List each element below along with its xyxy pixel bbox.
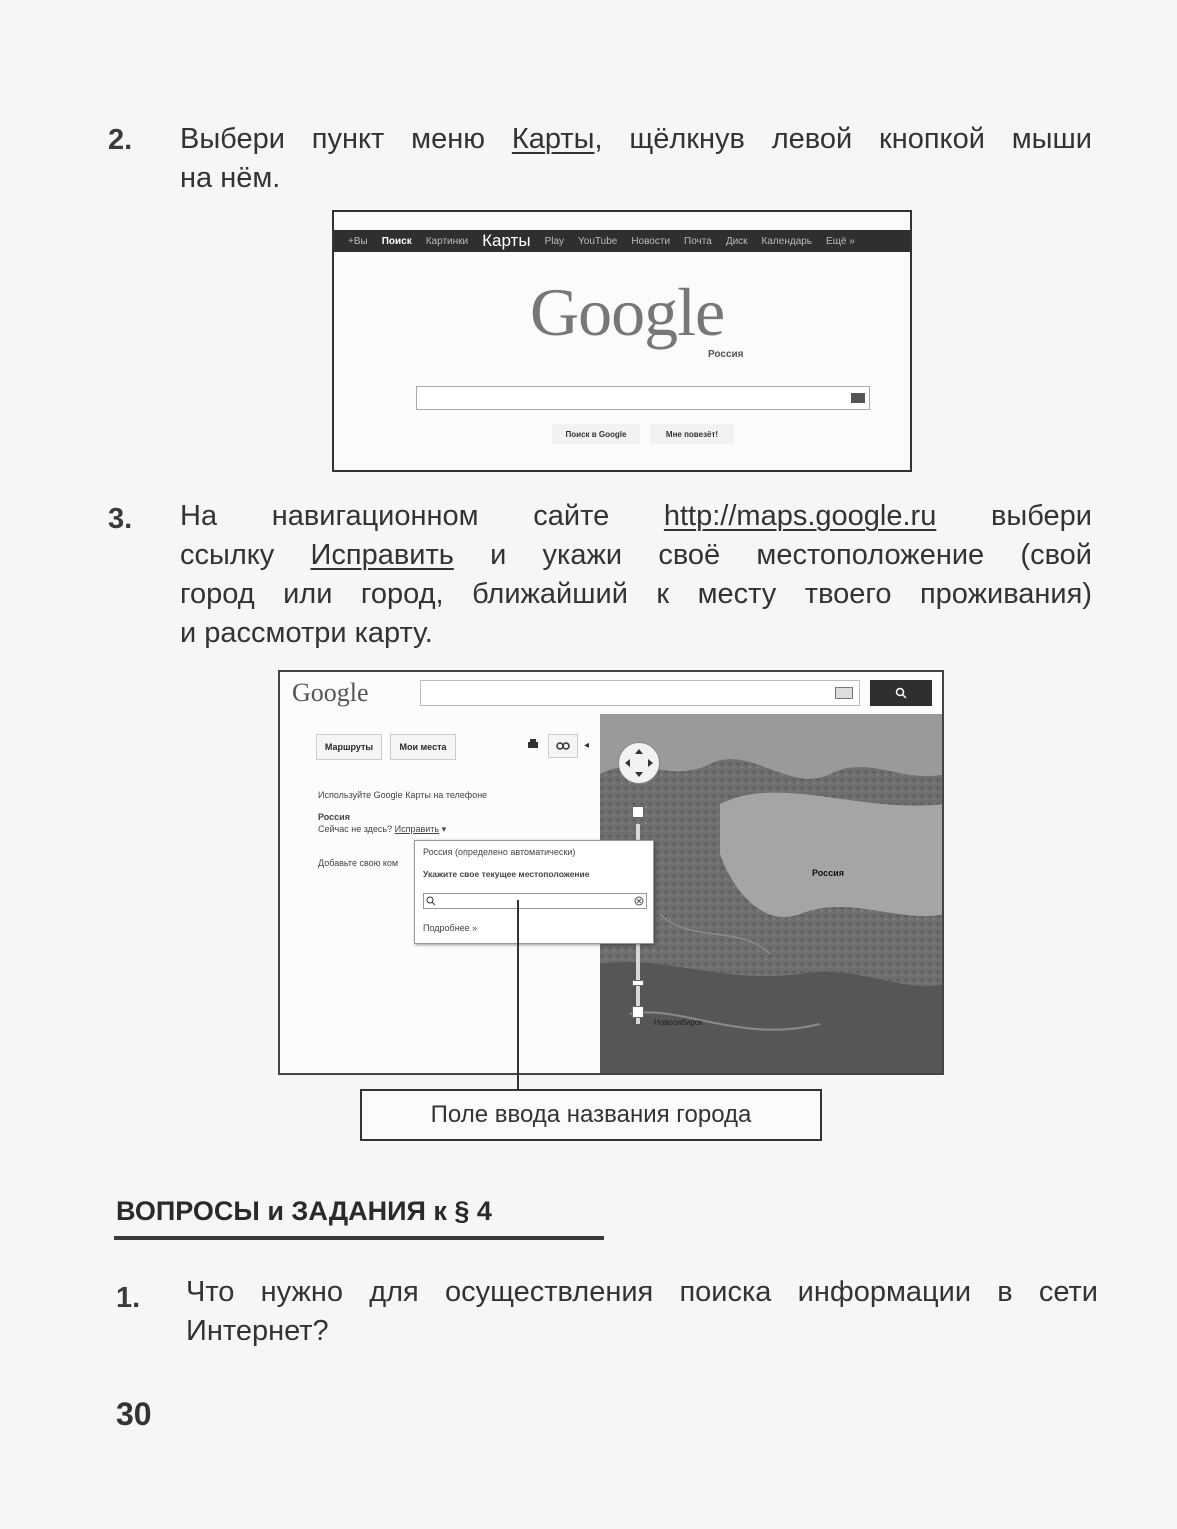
location-popup — [414, 840, 654, 944]
callout-box: Поле ввода названия города — [360, 1089, 822, 1141]
zoom-out-icon[interactable] — [632, 1006, 644, 1018]
task-2-number: 2. — [108, 124, 133, 156]
task-3-line2 — [180, 536, 1092, 575]
city-input-field[interactable] — [423, 893, 647, 909]
question-1-line1: Что нужно для осуществления поиска информации в сети — [186, 1276, 1098, 1308]
pan-control-icon[interactable] — [618, 742, 660, 784]
maps-search-button[interactable] — [870, 680, 932, 706]
page-number: 30 — [116, 1396, 152, 1432]
callout-connector-line — [512, 900, 524, 1092]
question-1-number: 1. — [116, 1282, 141, 1314]
menu-item-mail[interactable]: Почта — [684, 235, 712, 247]
maps-google-logo: Google — [292, 678, 369, 707]
zoom-in-icon[interactable] — [632, 806, 644, 818]
task-3-word: сайте — [533, 500, 610, 532]
map-label-city: Новосибирск — [654, 1018, 703, 1027]
popup-prompt: Укажите свое текущее местоположение — [423, 869, 590, 879]
maps-menu-link[interactable]: Карты — [511, 123, 595, 155]
task-2-line2: на нём. — [180, 162, 281, 194]
task-3-number: 3. — [108, 503, 133, 535]
phone-promo-text: Используйте Google Карты на телефоне — [318, 790, 488, 800]
google-logo: Google — [530, 274, 725, 350]
google-search-button[interactable]: Поиск в Google — [552, 424, 640, 444]
menu-item-youtube[interactable]: YouTube — [578, 235, 618, 247]
menu-item-more[interactable]: Ещё » — [826, 235, 855, 247]
keyboard-icon[interactable] — [835, 687, 853, 699]
not-here-text: Сейчас не здесь? — [318, 824, 393, 834]
task-3-word: навигационном — [271, 500, 479, 532]
map-label-russia: Россия — [812, 868, 844, 878]
maps-search-input[interactable] — [420, 680, 860, 706]
menu-item-news[interactable]: Новости — [631, 235, 671, 247]
menu-item-play[interactable]: Play — [544, 235, 565, 247]
task-3-line2-a: ссылку — [180, 539, 311, 571]
heading-underline — [114, 1236, 604, 1240]
keyboard-icon[interactable] — [851, 393, 865, 403]
tab-routes[interactable]: Маршруты — [316, 734, 382, 760]
task-3-word: На — [180, 500, 218, 532]
menu-item-drive[interactable]: Диск — [725, 235, 748, 247]
menu-item-calendar[interactable]: Календарь — [761, 235, 813, 247]
fix-link[interactable]: Исправить — [310, 539, 454, 571]
task-3-line1 — [180, 497, 1092, 536]
popup-more-link[interactable]: Подробнее » — [423, 923, 478, 933]
menu-item-maps[interactable]: Карты — [482, 231, 531, 250]
link-icon[interactable] — [548, 734, 578, 758]
maps-url-link[interactable]: http://maps.google.ru — [663, 500, 937, 532]
question-1-text — [186, 1273, 1098, 1351]
search-icon — [895, 687, 907, 699]
google-maps-screenshot — [278, 670, 944, 1075]
google-logo-country: Россия — [708, 349, 744, 360]
task-3-line2-b: и укажи своё местоположение (свой — [453, 539, 1092, 571]
task-3-word: выбери — [991, 500, 1092, 532]
print-icon[interactable] — [526, 738, 540, 752]
popup-auto-text: Россия (определено автоматически) — [423, 847, 576, 857]
collapse-arrow-icon[interactable]: ◂ — [584, 740, 590, 751]
task-2-text-after: , щёлкнув левой кнопкой мыши — [594, 123, 1092, 155]
zoom-handle-icon[interactable] — [632, 980, 644, 986]
menu-item-images[interactable]: Картинки — [425, 235, 469, 247]
google-home-screenshot — [332, 210, 912, 472]
google-search-input[interactable] — [416, 386, 870, 410]
menu-item-search[interactable]: Поиск — [381, 235, 412, 247]
search-icon — [426, 896, 436, 906]
google-menu-bar — [334, 230, 910, 252]
task-2-text — [180, 120, 1092, 198]
country-label: Россия — [318, 812, 350, 822]
lucky-button[interactable]: Мне повезёт! — [650, 424, 734, 444]
task-3-line4: и рассмотри карту. — [180, 617, 433, 649]
section-heading: ВОПРОСЫ и ЗАДАНИЯ к § 4 — [116, 1196, 492, 1226]
task-3-line3: город или город, ближайший к месту твоего проживания) — [180, 578, 1092, 610]
location-line — [318, 824, 446, 835]
tab-my-places[interactable]: Мои места — [390, 734, 456, 760]
question-1-line2: Интернет? — [186, 1315, 329, 1347]
add-company-text: Добавьте свою ком — [318, 858, 399, 868]
fix-location-link[interactable]: Исправить — [394, 824, 440, 834]
clear-icon[interactable] — [634, 896, 644, 906]
menu-item-you[interactable]: +Вы — [348, 235, 368, 247]
dropdown-arrow-icon[interactable]: ▾ — [441, 824, 447, 834]
task-2-text-before: Выбери пункт меню — [180, 123, 512, 155]
task-3-text — [180, 497, 1092, 653]
